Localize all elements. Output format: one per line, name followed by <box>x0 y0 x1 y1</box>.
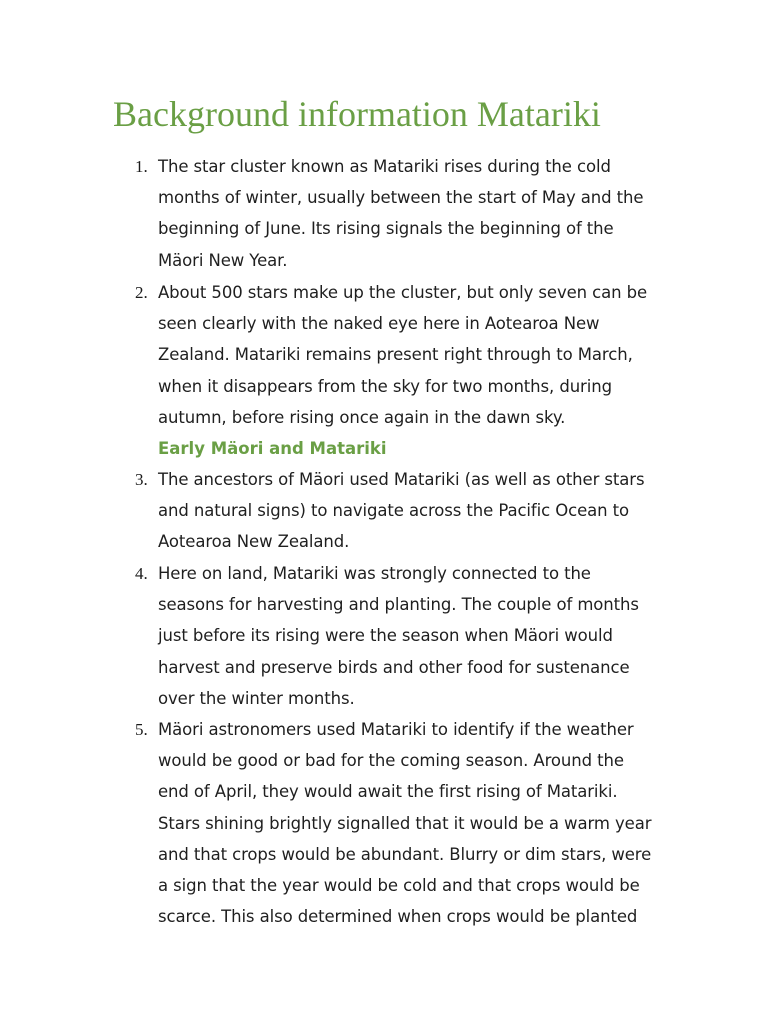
list-item-text <box>158 151 648 276</box>
text-line: Stars shining brightly signalled that it would be a warm year <box>158 813 652 833</box>
list-item-number: 3. <box>135 470 148 489</box>
text-line: Mäori New Year. <box>158 250 288 270</box>
list-item-text <box>158 464 648 558</box>
text-line: harvest and preserve birds and other food for sustenance <box>158 657 630 677</box>
text-line: when it disappears from the sky for two months, during <box>158 376 612 396</box>
list-item-text <box>158 714 652 932</box>
list-item-text <box>158 558 648 714</box>
text-line: seasons for harvesting and planting. The couple of months <box>158 595 639 615</box>
text-line: and that crops would be abundant. Blurry or dim stars, were <box>158 844 652 864</box>
text-line: Aotearoa New Zealand. <box>158 532 350 552</box>
text-line: About 500 stars make up the cluster, but only seven can be <box>158 283 648 302</box>
list-item-number: 4. <box>135 564 148 583</box>
text-line: seen clearly with the naked eye here in Aotearoa New <box>158 314 600 334</box>
text-line: The star cluster known as Matariki rises during the cold <box>158 157 611 176</box>
text-line: The ancestors of Mäori used Matariki (as well as other stars <box>158 470 645 489</box>
text-line: beginning of June. Its rising signals the beginning of the <box>158 219 614 239</box>
list-item-number: 2. <box>135 283 148 302</box>
text-line: autumn, before rising once again in the dawn sky. <box>158 407 566 427</box>
text-line: Here on land, Matariki was strongly connected to the <box>158 564 591 583</box>
text-line: and natural signs) to navigate across the Pacific Ocean to <box>158 501 630 521</box>
text-line: would be good or bad for the coming season. Around the <box>158 751 624 771</box>
document-title: Background information Matariki <box>113 94 601 134</box>
list-item-number: 5. <box>135 720 148 739</box>
text-line: a sign that the year would be cold and that crops would be <box>158 876 640 896</box>
text-line: over the winter months. <box>158 688 355 708</box>
list-item-text <box>158 277 648 433</box>
text-line: months of winter, usually between the start of May and the <box>158 188 644 208</box>
text-line: Mäori astronomers used Matariki to identify if the weather <box>158 720 634 739</box>
text-line: just before its rising were the season when Mäori would <box>158 626 613 646</box>
section-subheading: Early Mäori and Matariki <box>158 439 387 458</box>
text-line: scarce. This also determined when crops would be planted <box>158 907 638 927</box>
text-line: Zealand. Matariki remains present right through to March, <box>158 345 633 365</box>
text-line: end of April, they would await the first rising of Matariki. <box>158 782 618 802</box>
list-item-number: 1. <box>135 157 148 176</box>
